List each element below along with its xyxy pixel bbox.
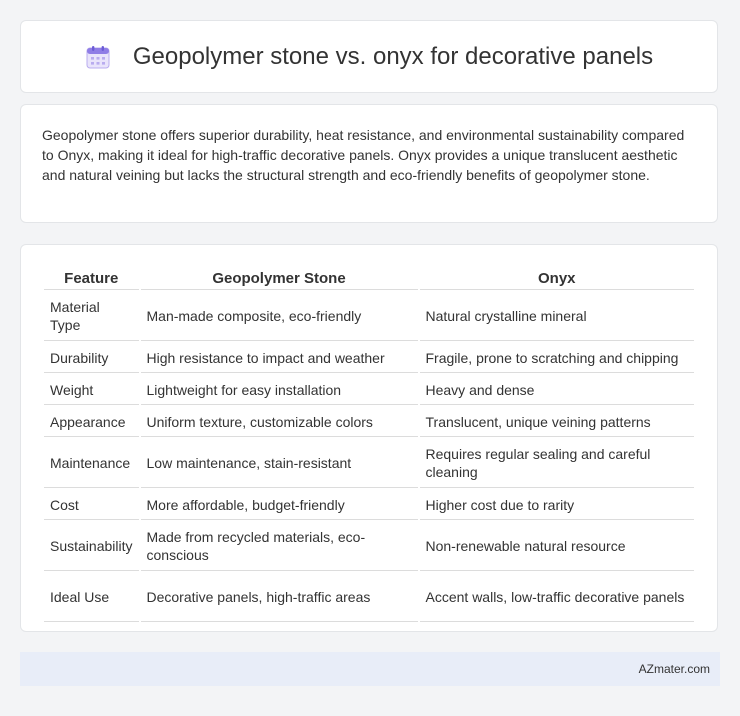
feature-cell: Maintenance (44, 439, 139, 488)
footer (20, 652, 720, 686)
table-row (44, 375, 694, 405)
summary-card (20, 104, 718, 223)
onyx-cell: Fragile, prone to scratching and chipping (420, 343, 695, 373)
onyx-cell: Natural crystalline mineral (420, 292, 695, 341)
summary-text: Geopolymer stone offers superior durability, heat resistance, and environmental sustainability compared to Onyx, making it ideal for high-traffic decorative panels. Onyx provides a unique translucent aesthetic and natural veining but lacks the structural strength and eco-friendly benefits of geopolymer stone. (42, 127, 685, 183)
feature-cell: Sustainability (44, 522, 139, 571)
onyx-cell: Non-renewable natural resource (420, 522, 695, 571)
onyx-cell: Requires regular sealing and careful cleaning (420, 439, 695, 488)
geopolymer-cell: High resistance to impact and weather (141, 343, 418, 373)
feature-cell: Weight (44, 375, 139, 405)
geopolymer-cell: Uniform texture, customizable colors (141, 407, 418, 437)
table-row (44, 490, 694, 520)
header-onyx: Onyx (420, 267, 695, 290)
title-card (20, 20, 718, 93)
page-title: Geopolymer stone vs. onyx for decorative panels (132, 42, 654, 70)
feature-cell: Appearance (44, 407, 139, 437)
geopolymer-cell: More affordable, budget-friendly (141, 490, 418, 520)
feature-cell: Durability (44, 343, 139, 373)
onyx-cell: Accent walls, low-traffic decorative panels (420, 573, 695, 622)
table-row (44, 407, 694, 437)
geopolymer-cell: Lightweight for easy installation (141, 375, 418, 405)
geopolymer-cell: Low maintenance, stain-resistant (141, 439, 418, 488)
comparison-table (42, 265, 696, 624)
geopolymer-cell: Made from recycled materials, eco-conscious (141, 522, 418, 571)
header-geopolymer-stone: Geopolymer Stone (141, 267, 418, 290)
table-row (44, 573, 694, 622)
feature-cell: Material Type (44, 292, 139, 341)
table-row (44, 439, 694, 488)
header-feature: Feature (44, 267, 139, 290)
table-row (44, 522, 694, 571)
table-row (44, 292, 694, 341)
table-row (44, 343, 694, 373)
onyx-cell: Heavy and dense (420, 375, 695, 405)
onyx-cell: Higher cost due to rarity (420, 490, 695, 520)
footer-brand: AZmater.com (638, 662, 710, 676)
geopolymer-cell: Decorative panels, high-traffic areas (141, 573, 418, 622)
comparison-table-card (20, 244, 718, 632)
calendar-icon (85, 44, 111, 70)
geopolymer-cell: Man-made composite, eco-friendly (141, 292, 418, 341)
onyx-cell: Translucent, unique veining patterns (420, 407, 695, 437)
feature-cell: Ideal Use (44, 573, 139, 622)
feature-cell: Cost (44, 490, 139, 520)
